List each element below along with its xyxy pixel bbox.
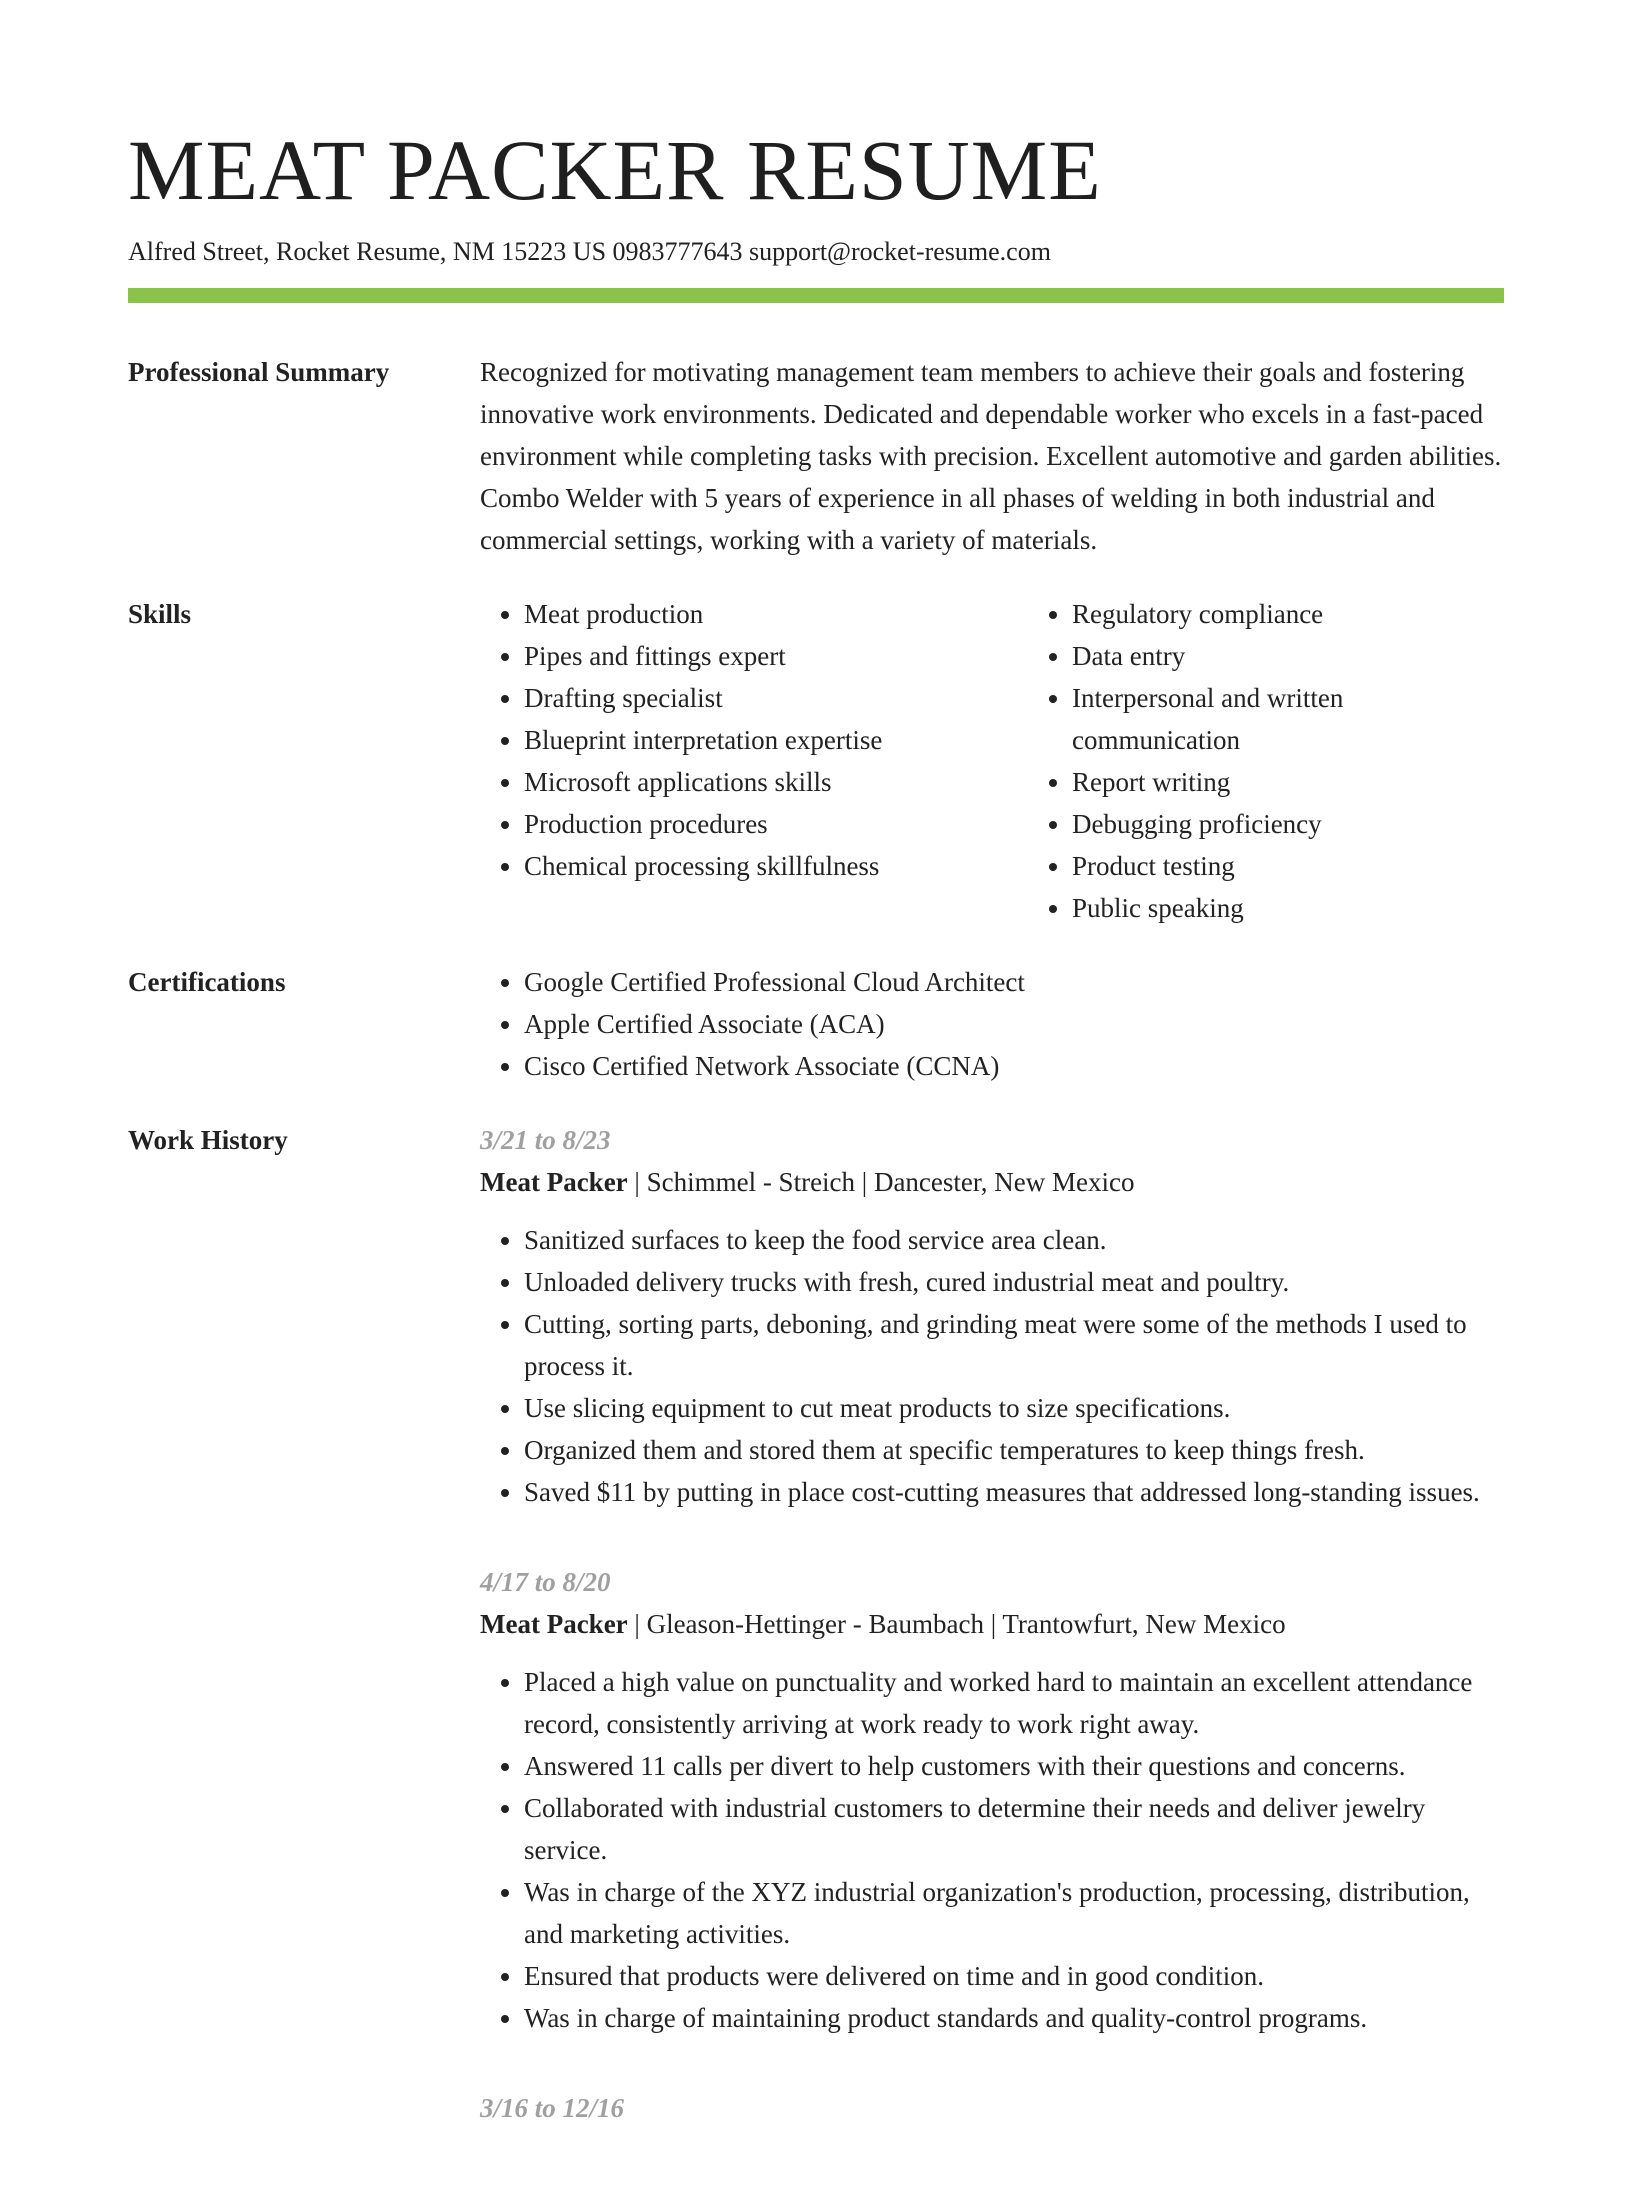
job-details: | Gleason-Hettinger - Baumbach | Trantowfurt, New Mexico <box>627 1609 1286 1639</box>
accent-divider <box>128 288 1504 303</box>
skills-section <box>128 593 1504 929</box>
job-duty: • Answered 11 calls per divert to help customers with their questions and concerns. <box>524 1745 1504 1787</box>
skill-item: • Pipes and fittings expert <box>524 635 1028 677</box>
section-label-skills: Skills <box>128 599 192 629</box>
job-heading <box>480 1603 1504 1645</box>
job-duty: • Unloaded delivery trucks with fresh, cured industrial meat and poultry. <box>524 1261 1504 1303</box>
certification-item: • Google Certified Professional Cloud Architect <box>524 961 1504 1003</box>
contact-line: Alfred Street, Rocket Resume, NM 15223 US 0983777643 support@rocket-resume.com <box>128 237 1051 266</box>
skill-item: • Interpersonal and written communication <box>1072 677 1504 761</box>
job-dates: 4/17 to 8/20 <box>480 1567 611 1597</box>
job-duty: • Was in charge of maintaining product standards and quality-control programs. <box>524 1997 1504 2039</box>
skill-item: • Chemical processing skillfulness <box>524 845 1028 887</box>
resume-title: MEAT PACKER RESUME <box>128 122 1102 218</box>
skill-item: • Data entry <box>1072 635 1504 677</box>
job-duty: • Was in charge of the XYZ industrial organization's production, processing, distribution, and marketing activities. <box>524 1871 1504 1955</box>
skill-item: • Regulatory compliance <box>1072 593 1504 635</box>
section-label-summary: Professional Summary <box>128 357 390 387</box>
skill-item: • Microsoft applications skills <box>524 761 1028 803</box>
job-duty: • Placed a high value on punctuality and worked hard to maintain an excellent attendance record, consistently arriving at work ready to work right away. <box>524 1661 1504 1745</box>
certifications-section <box>128 961 1504 1087</box>
skills-list-right <box>1028 593 1504 929</box>
job-heading <box>480 1161 1504 1203</box>
job-duty: • Collaborated with industrial customers to determine their needs and deliver jewelry service. <box>524 1787 1504 1871</box>
job-duties-list <box>480 1219 1504 1513</box>
certification-item: • Apple Certified Associate (ACA) <box>524 1003 1504 1045</box>
job-entry <box>480 1119 1504 1513</box>
job-entry <box>480 1561 1504 2039</box>
job-duty: • Saved $11 by putting in place cost-cutting measures that addressed long-standing issues. <box>524 1471 1504 1513</box>
job-duty: • Sanitized surfaces to keep the food service area clean. <box>524 1219 1504 1261</box>
job-details: | Schimmel - Streich | Dancester, New Mexico <box>627 1167 1135 1197</box>
certification-item: • Cisco Certified Network Associate (CCNA) <box>524 1045 1504 1087</box>
skill-item: • Production procedures <box>524 803 1028 845</box>
job-dates: 3/16 to 12/16 <box>480 2093 625 2123</box>
job-title: Meat Packer <box>480 1167 628 1197</box>
job-title: Meat Packer <box>480 1609 628 1639</box>
job-duties-list <box>480 1661 1504 2039</box>
skills-list-left <box>480 593 1028 929</box>
job-duty: • Ensured that products were delivered on time and in good condition. <box>524 1955 1504 1997</box>
work-history-section <box>128 1119 1504 2177</box>
certifications-list <box>480 961 1504 1087</box>
skill-item: • Public speaking <box>1072 887 1504 929</box>
skill-item: • Blueprint interpretation expertise <box>524 719 1028 761</box>
job-duty: • Cutting, sorting parts, deboning, and grinding meat were some of the methods I used to process it. <box>524 1303 1504 1387</box>
summary-section <box>128 351 1504 561</box>
section-label-work-history: Work History <box>128 1125 288 1155</box>
section-label-certifications: Certifications <box>128 967 286 997</box>
skill-item: • Debugging proficiency <box>1072 803 1504 845</box>
skill-item: • Meat production <box>524 593 1028 635</box>
job-dates: 3/21 to 8/23 <box>480 1125 611 1155</box>
job-duty: • Use slicing equipment to cut meat products to size specifications. <box>524 1387 1504 1429</box>
job-entry <box>480 2087 1504 2129</box>
skill-item: • Product testing <box>1072 845 1504 887</box>
resume-page <box>128 118 1504 2209</box>
job-duty: • Organized them and stored them at specific temperatures to keep things fresh. <box>524 1429 1504 1471</box>
skill-item: • Report writing <box>1072 761 1504 803</box>
summary-text: Recognized for motivating management team members to achieve their goals and fostering innovative work environments. Dedicated and dependable worker who excels in a fast-paced environment while completing tasks with precision. Excellent automotive and garden abilities. Combo Welder with 5 years of experience in all phases of welding in both industrial and commercial settings, working with a variety of materials. <box>480 357 1502 555</box>
skill-item: • Drafting specialist <box>524 677 1028 719</box>
